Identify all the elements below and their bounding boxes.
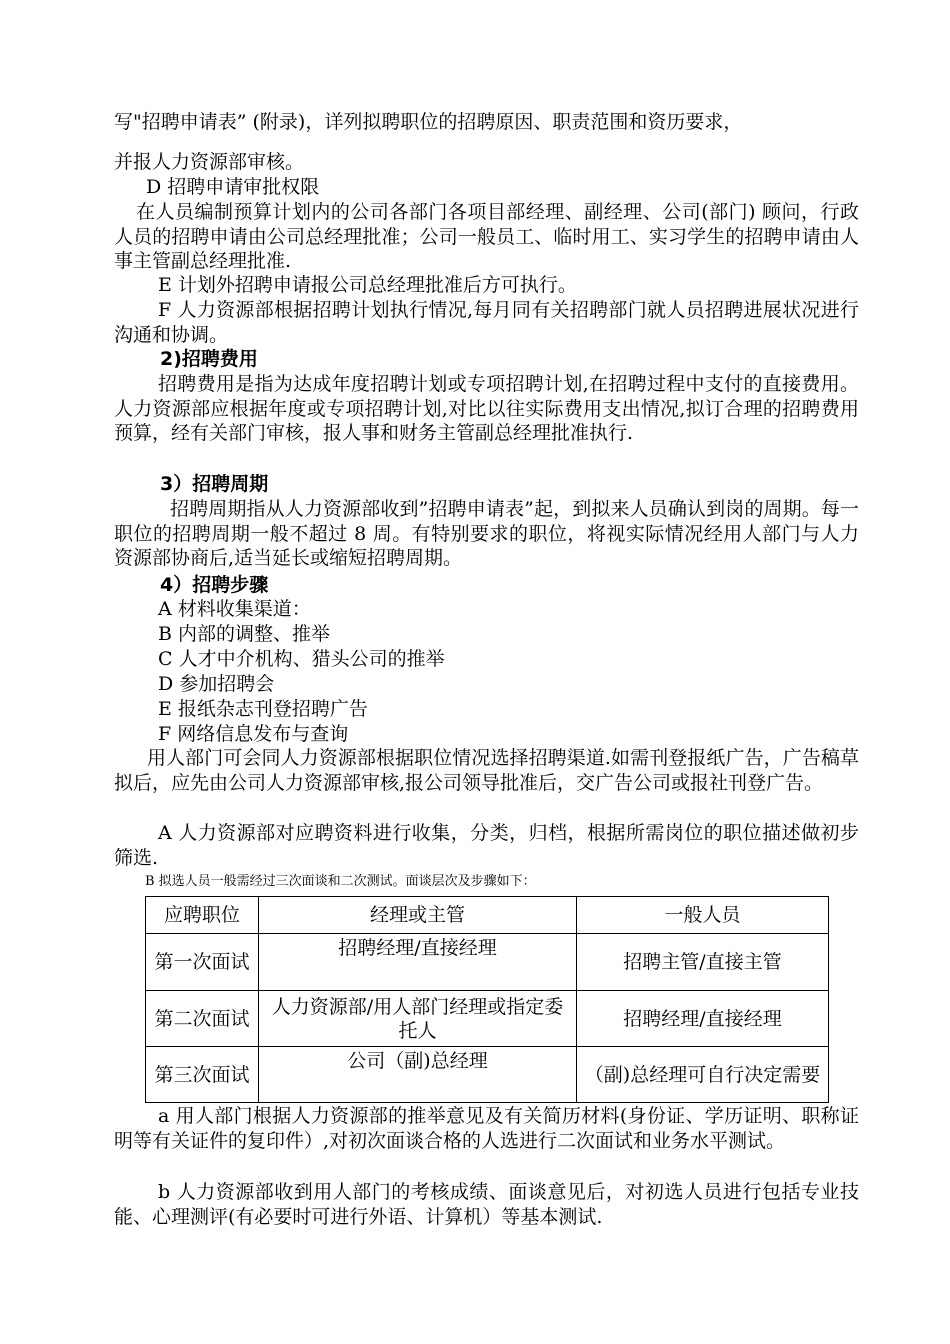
section-heading: 3）招聘周期 bbox=[160, 473, 269, 495]
paragraph: E 计划外招聘申请报公司总经理批准后方可执行。 bbox=[158, 274, 577, 296]
table-header-cell: 应聘职位 bbox=[146, 897, 259, 934]
list-item: B 内部的调整、推举 bbox=[158, 623, 331, 645]
paragraph: b 人力资源部收到用人部门的考核成绩、面谈意见后，对初选人员进行包括专业技能、心理测评(有必要时可进行外语、计算机）等基本测试. bbox=[114, 1181, 859, 1228]
section-heading: 2)招聘费用 bbox=[160, 348, 258, 370]
list-item: C 人才中介机构、猎头公司的推举 bbox=[158, 648, 445, 670]
table-cell: 招聘主管/直接主管 bbox=[577, 934, 829, 991]
table-cell: 公司（副)总经理 bbox=[259, 1047, 577, 1103]
table-cell: 第一次面试 bbox=[146, 934, 259, 991]
paragraph: a 用人部门根据人力资源部的推举意见及有关简历材料(身份证、学历证明、职称证明等有关证件的复印件）,对初次面谈合格的人选进行二次面试和业务水平测试。 bbox=[114, 1105, 859, 1152]
table-cell: 招聘经理/直接经理 bbox=[259, 934, 577, 991]
paragraph: A 人力资源部对应聘资料进行收集，分类，归档，根据所需岗位的职位描述做初步筛选. bbox=[114, 822, 859, 869]
paragraph: 用人部门可会同人力资源部根据职位情况选择招聘渠道.如需刊登报纸广告，广告稿草拟后，应先由公司人力资源部审核,报公司领导批准后，交广告公司或报社刊登广告。 bbox=[114, 747, 859, 794]
paragraph: 在人员编制预算计划内的公司各部门各项目部经理、副经理、公司(部门) 顾问，行政人员的招聘申请由公司总经理批准；公司一般员工、临时用工、实习学生的招聘申请由人事主管副总经理批准. bbox=[114, 201, 859, 272]
table-row bbox=[146, 1047, 829, 1103]
list-item: A 材料收集渠道： bbox=[158, 598, 311, 620]
table-cell: 第二次面试 bbox=[146, 991, 259, 1047]
list-item: D 参加招聘会 bbox=[158, 673, 275, 695]
table-header-row bbox=[146, 897, 829, 934]
table-row bbox=[146, 991, 829, 1047]
paragraph: 写"招聘申请表” (附录)，详列拟聘职位的招聘原因、职责范围和资历要求， bbox=[114, 111, 743, 133]
table-caption: B 拟选人员一般需经过三次面谈和二次测试。面谈层次及步骤如下： bbox=[145, 874, 536, 889]
paragraph: F 人力资源部根据招聘计划执行情况,每月同有关招聘部门就人员招聘进展状况进行沟通和协调。 bbox=[114, 299, 859, 346]
list-item: E 报纸杂志刊登招聘广告 bbox=[158, 698, 368, 720]
table-header-cell: 经理或主管 bbox=[259, 897, 577, 934]
paragraph: 招聘周期指从人力资源部收到”招聘申请表”起，到拟来人员确认到岗的周期。每一职位的招聘周期一般不超过 8 周。有特别要求的职位，将视实际情况经用人部门与人力资源部协商后,适当延长或缩短招聘周期。 bbox=[114, 498, 859, 569]
paragraph: 招聘费用是指为达成年度招聘计划或专项招聘计划,在招聘过程中支付的直接费用。人力资源部应根据年度或专项招聘计划,对比以往实际费用支出情况,拟订合理的招聘费用预算，经有关部门审核，报人事和财务主管副总经理批准执行. bbox=[114, 373, 859, 444]
table-cell: 招聘经理/直接经理 bbox=[577, 991, 829, 1047]
table-header-cell: 一般人员 bbox=[577, 897, 829, 934]
paragraph: 并报人力资源部审核。 bbox=[114, 151, 305, 173]
interview-table bbox=[145, 896, 829, 1103]
section-heading: 4）招聘步骤 bbox=[160, 574, 269, 596]
table-cell: （副)总经理可自行决定需要 bbox=[577, 1047, 829, 1103]
table-row bbox=[146, 934, 829, 991]
table-cell: 第三次面试 bbox=[146, 1047, 259, 1103]
list-item: F 网络信息发布与查询 bbox=[158, 723, 349, 745]
list-item: D 招聘申请审批权限 bbox=[146, 176, 320, 198]
table-cell: 人力资源部/用人部门经理或指定委托人 bbox=[259, 991, 577, 1047]
